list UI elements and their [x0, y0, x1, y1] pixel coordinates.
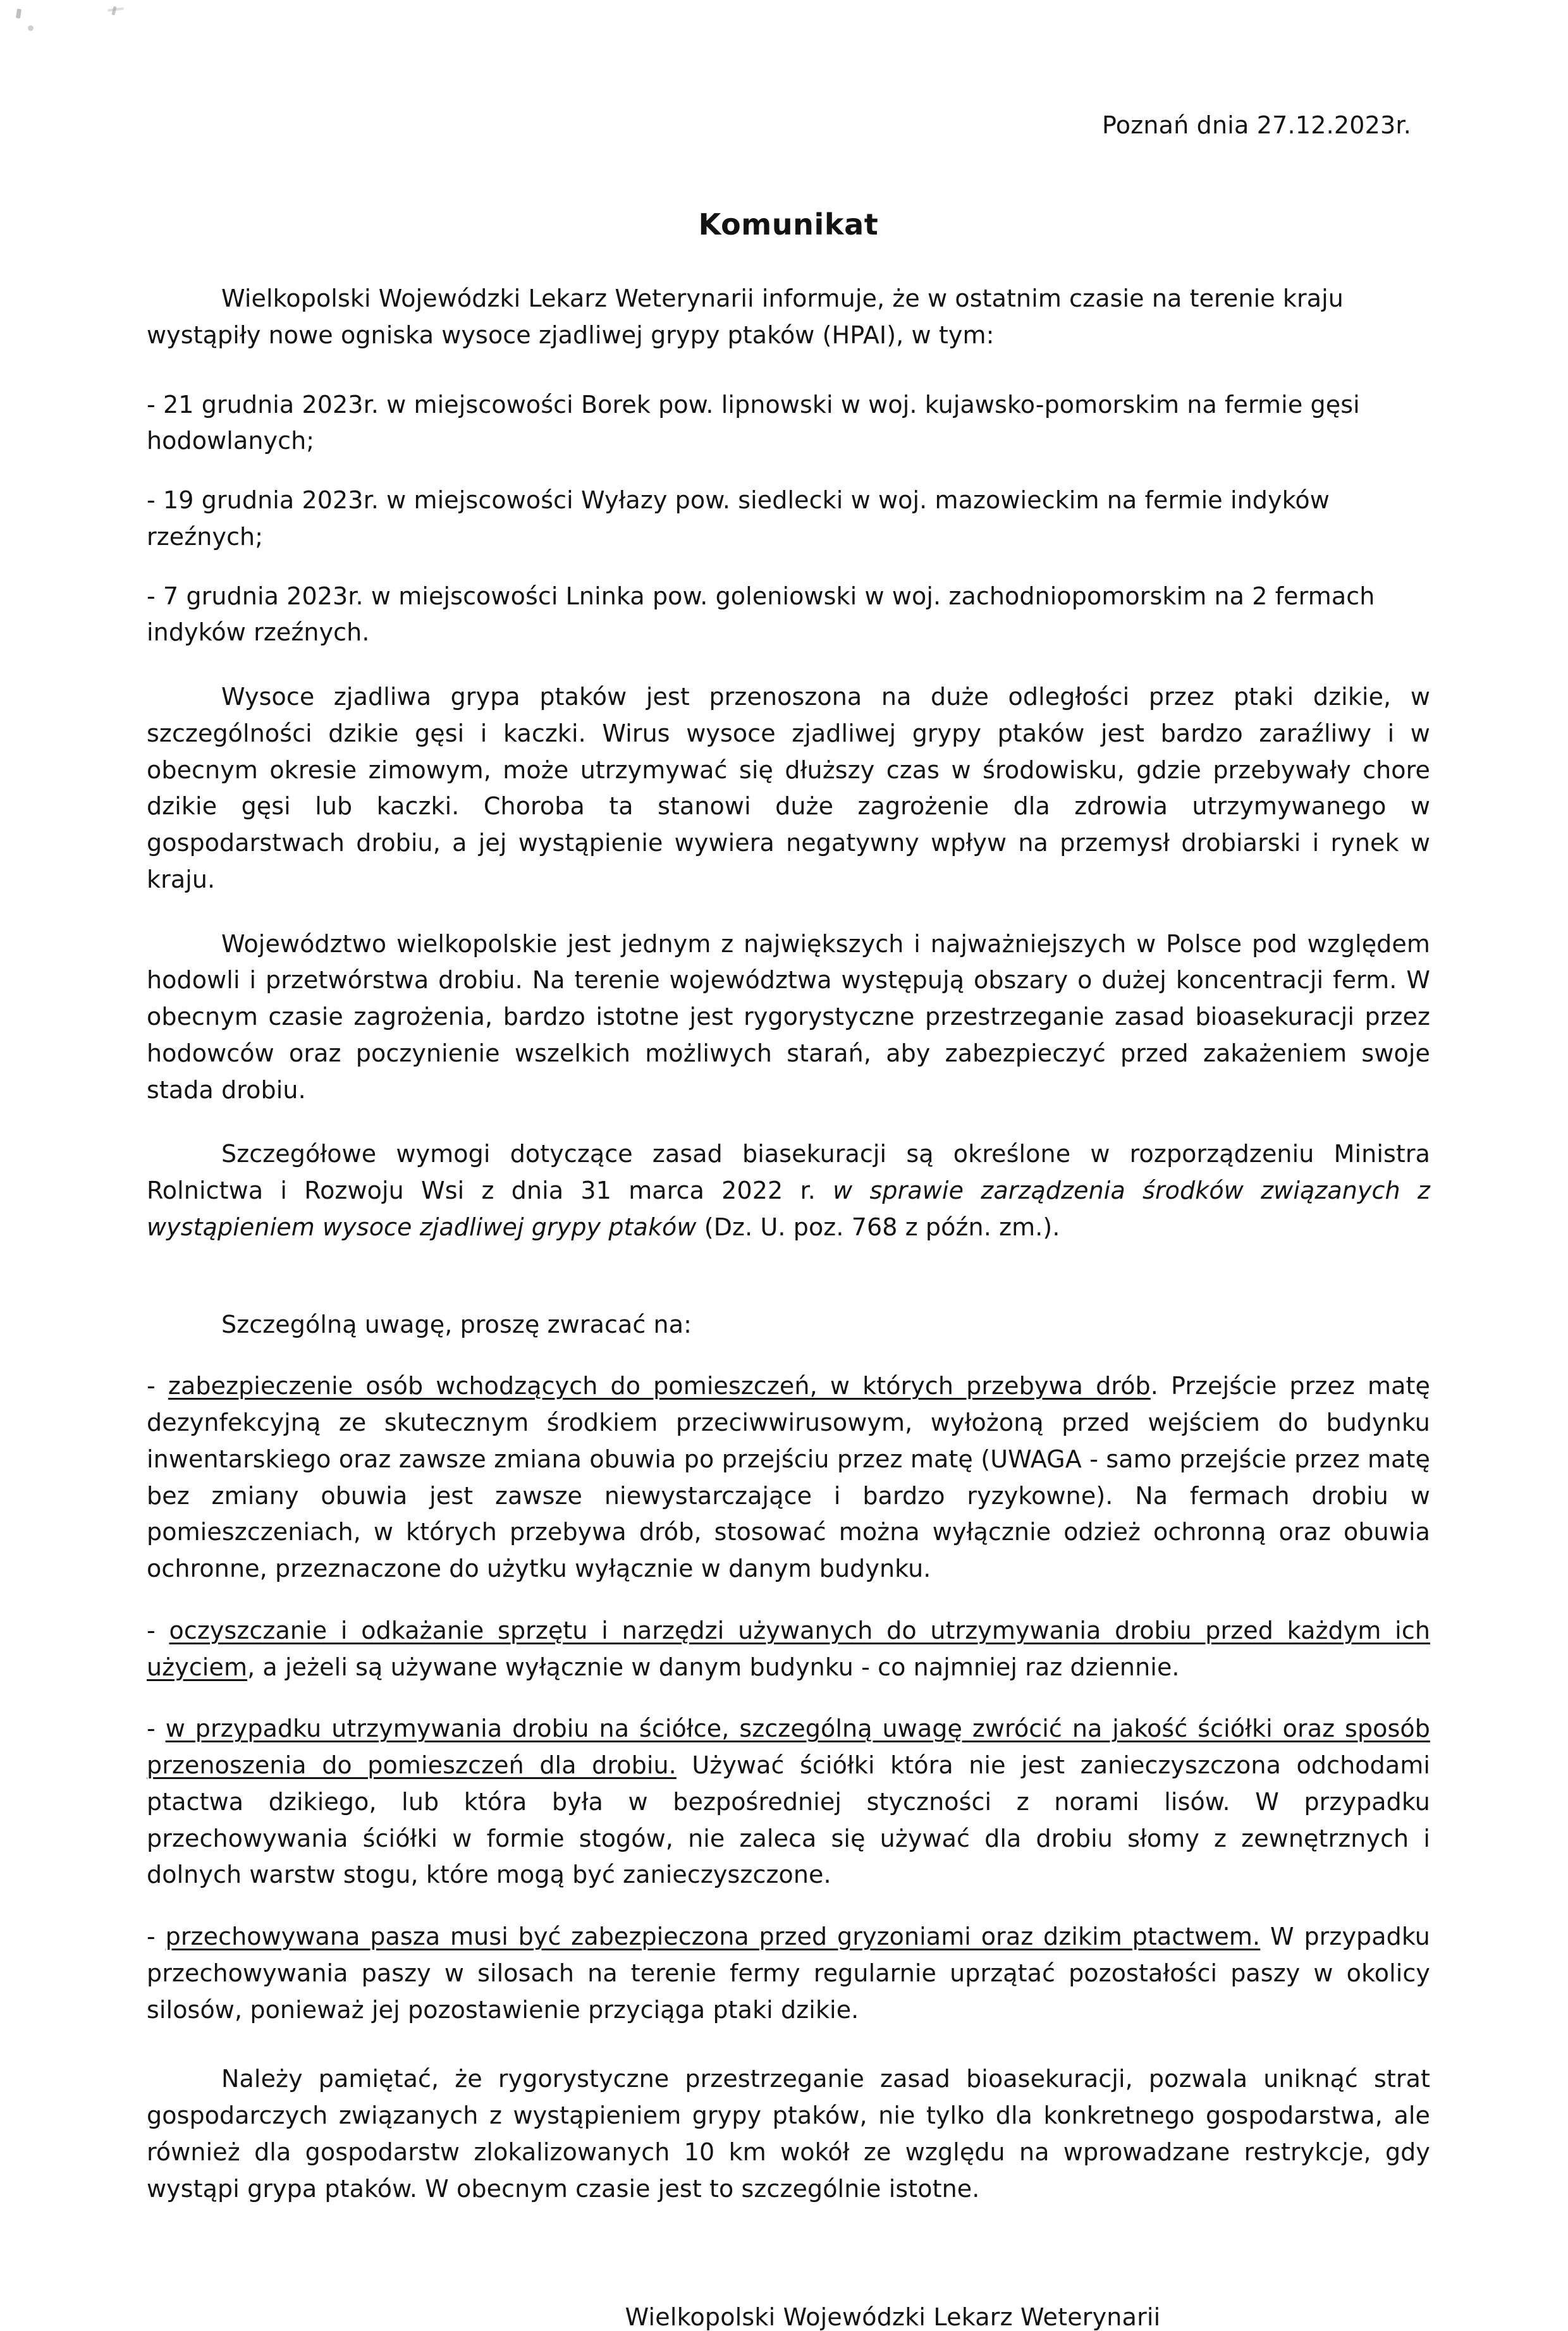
- bullet-underlined-text: przechowywana pasza musi być zabezpieczona przed gryzoniami oraz dzikim ptactwem.: [165, 1923, 1261, 1950]
- regulation-tail: (Dz. U. poz. 768 z późn. zm.).: [704, 1213, 1060, 1241]
- paragraph-regulation: [147, 1136, 1430, 1245]
- bullet-dash: -: [147, 1372, 168, 1400]
- bullet-item: [147, 1368, 1430, 1588]
- bullet-body-text: , a jeżeli są używane wyłącznie w danym budynku - co najmniej raz dziennie.: [247, 1653, 1180, 1681]
- paragraph-spread: Wysoce zjadliwa grypa ptaków jest przenoszona na duże odległości przez ptaki dzikie, w szczególności dzikie gęsi i kaczki. Wirus wysoce zjadliwej grypy ptaków jest bardzo zaraźliwy i w obecnym okresie zimowym, może utrzymywać się dłuższy czas w środowisku, gdzie przebywały chore dzikie gęsi lub kaczki. Choroba ta stanowi duże zagrożenie dla zdrowia utrzymywanego w gospodarstwach drobiu, a jej wystąpienie wywiera negatywny wpływ na przemysł drobiarski i rynek w kraju.: [147, 683, 1430, 893]
- outbreak-item: - 19 grudnia 2023r. w miejscowości Wyłazy pow. siedlecki w woj. mazowieckim na fermie indyków rzeźnych;: [147, 486, 1330, 551]
- regulation-title-italic: w sprawie zarządzenia środków związanych z wystąpieniem wysoce zjadliwej grypy ptaków: [147, 1177, 1430, 1241]
- date-line: Poznań dnia 27.12.2023r.: [1101, 111, 1411, 139]
- bullet-body-text: Używać ściółki która nie jest zanieczyszczona odchodami ptactwa dzikiego, lub która była w bezpośredniej styczności z norami lisów. W przypadku przechowywania ściółki w formie stogów, nie zaleca się używać dla drobiu słomy z zewnętrznych i dolnych warstw stogu, które mogą być zanieczyszczone.: [147, 1751, 1430, 1889]
- outbreak-item: - 7 grudnia 2023r. w miejscowości Lninka pow. goleniowski w woj. zachodniopomorskim na 2 fermach indyków rzeźnych.: [147, 582, 1375, 647]
- bullet-underlined-text: oczyszczanie i odkażanie sprzętu i narzędzi używanych do utrzymywania drobiu przed każdym ich użyciem: [147, 1616, 1430, 1681]
- scan-artifact: [16, 9, 21, 19]
- outbreak-item: - 21 grudnia 2023r. w miejscowości Borek pow. lipnowski w woj. kujawsko-pomorskim na fermie gęsi hodowlanych;: [147, 390, 1360, 455]
- regulation-lead: Szczegółowe wymogi dotyczące zasad biasekuracji są określone w rozporządzeniu Ministra Rolnictwa i Rozwoju Wsi z dnia 31 marca 2022 r.: [147, 1140, 1430, 1204]
- intro-paragraph: Wielkopolski Wojewódzki Lekarz Weterynarii informuje, że w ostatnim czasie na terenie kraju wystąpiły nowe ogniska wysoce zjadliwej grypy ptaków (HPAI), w tym:: [147, 284, 1344, 349]
- bullet-dash: -: [147, 1616, 169, 1644]
- bullet-dash: -: [147, 1715, 166, 1743]
- bullet-underlined-text: w przypadku utrzymywania drobiu na ściółce, szczególną uwagę zwrócić na jakość ściółki oraz sposób przenoszenia do pomieszczeń dla drobiu.: [147, 1715, 1430, 1779]
- bullet-item: [147, 1919, 1430, 2028]
- bullet-body-text: . Przejście przez matę dezynfekcyjną ze skutecznym środkiem przeciwwirusowym, wyłożoną przed wejściem do budynku inwentarskiego oraz zawsze zmiana obuwia po przejściu przez matę (UWAGA - samo przejście przez matę bez zmiany obuwia jest zawsze niewystarczające i bardzo ryzykowne). Na fermach drobiu w pomieszczeniach, w których przebywa drób, stosować można wyłącznie odzież ochronną oraz obuwia ochronne, przeznaczone do użytku wyłącznie w danym budynku.: [147, 1372, 1430, 1582]
- signature-line: Wielkopolski Wojewódzki Lekarz Weterynarii: [625, 2303, 1161, 2331]
- document-body: [147, 0, 1430, 2331]
- closing-paragraph: Należy pamiętać, że rygorystyczne przestrzeganie zasad bioasekuracji, pozwala uniknąć strat gospodarczych związanych z wystąpieniem grypy ptaków, nie tylko dla konkretnego gospodarstwa, ale również dla gospodarstw zlokalizowanych 10 km wokół ze względu na wprowadzane restrykcje, gdy wystąpi grypa ptaków. W obecnym czasie jest to szczególnie istotne.: [147, 2065, 1430, 2203]
- page-title: Komunikat: [698, 207, 879, 242]
- bullet-underlined-text: zabezpieczenie osób wchodzących do pomieszczeń, w których przebywa drób: [168, 1372, 1151, 1400]
- scan-artifact: [28, 25, 34, 31]
- bullet-body-text: W przypadku przechowywania paszy w silosach na terenie fermy regularnie uprzątać pozostałości paszy w okolicy silosów, ponieważ jej pozostawienie przyciąga ptaki dzikie.: [147, 1923, 1430, 2024]
- paragraph-region: Województwo wielkopolskie jest jednym z największych i najważniejszych w Polsce pod względem hodowli i przetwórstwa drobiu. Na terenie województwa występują obszary o dużej koncentracji ferm. W obecnym czasie zagrożenia, bardzo istotne jest rygorystyczne przestrzeganie zasad bioasekuracji przez hodowców oraz poczynienie wszelkich możliwych starań, aby zabezpieczyć przed zakażeniem swoje stada drobiu.: [147, 929, 1430, 1104]
- bullet-dash: -: [147, 1923, 166, 1950]
- scan-artifact: [111, 6, 116, 16]
- bullet-item: [147, 1613, 1430, 1686]
- attention-lead: Szczególną uwagę, proszę zwracać na:: [221, 1310, 692, 1338]
- bullet-item: [147, 1711, 1430, 1894]
